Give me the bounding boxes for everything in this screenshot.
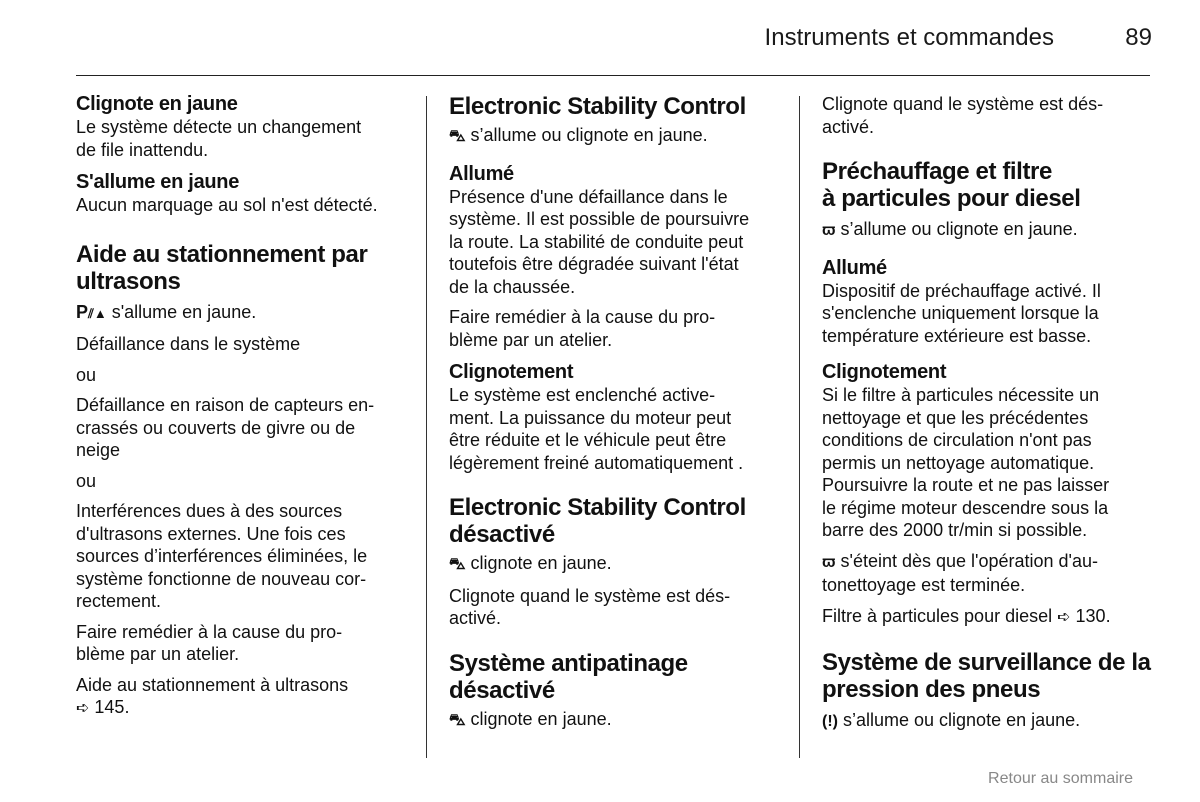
paragraph: Si le filtre à particules nécessite un nettoyage et que les précédentes conditions de circulation n'ont pas permis un nettoyage automatique. Poursuivre la route et ne pas laisser le régime moteur descendre sous la barre des 2000 tr/min si possible. [822, 385, 1110, 540]
tire-pressure-warning-icon: (!) [822, 713, 838, 730]
section-title-tpms: Système de surveillance de la pression des pneus [822, 649, 1151, 703]
section-title-preheat-dpf: Préchauffage et filtre à particules pour diesel [822, 158, 1081, 212]
subheading-blinking: Clignotement [822, 361, 947, 383]
paragraph: Le système est enclenché active- ment. La puissance du moteur peut être réduite et le véhicule peut être légèrement freiné automatiquement . [449, 385, 744, 473]
subheading-on: Allumé [449, 162, 514, 185]
preheat-coil-icon: ϖ [822, 222, 836, 239]
paragraph-icon-line: ϖ s’allume ou clignote en jaune. [822, 218, 1157, 243]
section-title-traction-off: Système antipatinage désactivé [449, 649, 688, 704]
parking-aid-icon: P⫽▲ [76, 301, 107, 322]
paragraph: Aucun marquage au sol n'est détecté. [76, 195, 378, 215]
paragraph: Aide au stationnement à ultrasons [76, 674, 349, 695]
cross-reference-link[interactable]: ➪ 145. [76, 697, 130, 717]
esc-icon: ⛍ [449, 128, 466, 145]
back-to-contents-link[interactable]: Retour au sommaire [988, 770, 1133, 787]
paragraph: Clignote quand le système est dés- activé. [449, 585, 731, 628]
paragraph-icon-line: ⛍ s’allume ou clignote en jaune. [449, 124, 784, 149]
subheading-blinking: Clignotement [449, 361, 574, 383]
column-divider-left [426, 96, 427, 758]
section-title-esc: Electronic Stability Control [449, 93, 746, 120]
paragraph-icon-line: ϖ s'éteint dès que l'opération d'au- tonettoyage est terminée. [822, 550, 1099, 595]
subheading-on: Allumé [822, 256, 887, 279]
paragraph-icon-line: P⫽▲ s'allume en jaune. [76, 301, 257, 322]
column-right [822, 93, 1157, 734]
paragraph-or: ou [76, 364, 97, 385]
traction-control-off-icon: ⛍ [449, 711, 466, 729]
paragraph: Interférences dues à des sources d'ultrasons externes. Une fois ces sources d’interférences éliminées, le système fonctionne de nouveau cor- rectement. [76, 501, 368, 611]
section-title-esc-off: Electronic Stability Control désactivé [449, 494, 746, 548]
header-rule [76, 75, 1150, 76]
column-divider-right [799, 96, 800, 758]
arrow-icon: ➪ [1057, 608, 1071, 626]
page-number: 89 [1125, 24, 1152, 51]
cross-reference-link[interactable]: Filtre à particules pour diesel ➪ 130. [822, 605, 1111, 626]
paragraph: Dispositif de préchauffage activé. Il s'enclenche uniquement lorsque la température extérieure est basse. [822, 280, 1101, 346]
column-middle [449, 93, 784, 732]
preheat-coil-icon: ϖ [822, 553, 836, 571]
paragraph-or: ou [76, 470, 97, 491]
page-header-title: Instruments et commandes [764, 24, 1054, 51]
subheading-blinks-yellow: Clignote en jaune [76, 93, 238, 115]
section-title-parking-aid: Aide au stationnement par ultrasons [76, 240, 368, 295]
paragraph-icon-line: (!) s’allume ou clignote en jaune. [822, 709, 1157, 734]
paragraph: Faire remédier à la cause du pro- blème par un atelier. [449, 307, 716, 350]
paragraph: Le système détecte un changement de file inattendu. [76, 117, 362, 160]
paragraph: Défaillance en raison de capteurs en- crassés ou couverts de givre ou de neige [76, 395, 375, 460]
paragraph: Présence d'une défaillance dans le système. Il est possible de poursuivre la route. La stabilité de conduite peut toutefois être dégradée suivant l'état de la chaussée. [449, 186, 750, 297]
column-left [76, 93, 411, 721]
subheading-lights-yellow: S'allume en jaune [76, 171, 240, 193]
esc-off-icon: ⛍ [449, 556, 466, 573]
paragraph-icon-line: ⛍ clignote en jaune. [449, 552, 784, 577]
paragraph: Défaillance dans le système [76, 334, 301, 354]
paragraph-icon-line: ⛍ clignote en jaune. [449, 708, 784, 733]
paragraph: Clignote quand le système est dés- activé. [822, 94, 1104, 137]
arrow-icon: ➪ [76, 700, 90, 717]
paragraph: Faire remédier à la cause du pro- blème par un atelier. [76, 621, 343, 664]
